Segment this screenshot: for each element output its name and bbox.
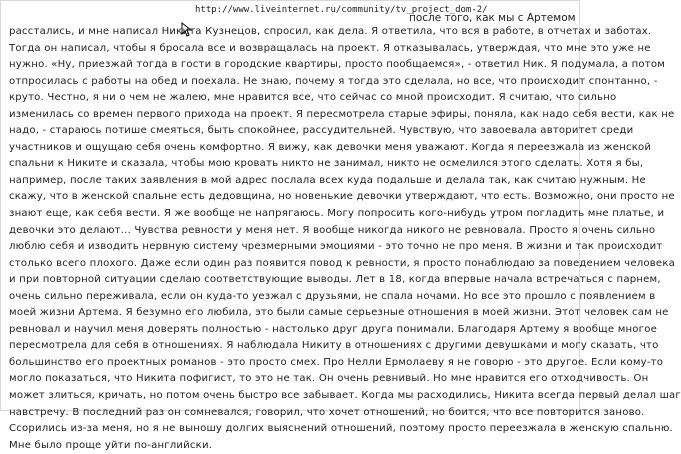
article-line: нужно. «Ну, приезжай тогда в гости в городские квартиры, просто пообщаемся», - ответил Ник. Я подумала, а потом [9, 59, 666, 71]
source-url[interactable]: http://www.liveinternet.ru/community/tv_project_dom-2/ [195, 5, 488, 15]
article-line: моей жизни Артема. Я безумно его любила, это были самые серьезные отношения в моей жизни. Этот человек сам не [9, 307, 669, 319]
article-line: очень сильно переживала, если он куда-то уезжал с друзьями, не спала ночами. Но все это прошло с появлением в [9, 290, 656, 302]
article-line: расстались, и мне написал Никита Кузнецов, спросил, как дела. Я ответила, что вся в работе, в отчетах и заботах. [9, 26, 652, 37]
article-line: круто. Честно, я ни о чем не жалею, мне нравится все, что сейчас со мной происходит. Я считаю, что сильно [9, 92, 617, 104]
article-line: и при повторной ситуации сделаю соответствующие выводы. Лет в 18, когда впервые начала встречаться с парнем, [9, 274, 661, 286]
article-text [9, 24, 681, 454]
article-line: отпросилась с работы на обед и поехала. Не знаю, почему я тогда это сделала, но все, что происходит спонтанно, - [9, 75, 658, 87]
article-line: пересмотрела для себя в отношениях. Я наблюдала Никиту в отношениях с другими девушками и могу сказать, что [9, 340, 659, 352]
article-line: спальни к Никите и сказала, чтобы мою кровать никто не занимал, никто не осмелился этого сделать. Хотя я бы, [9, 158, 644, 170]
article-line: участников и ощущаю себя очень комфортно. Я вижу, как девочки меня уважают. Когда я переезжала из женской [9, 141, 652, 153]
article-line: Ссорились из-за меня, но я не выношу долгих выяснений отношений, поэтому просто переезжала в женскую спальню. [9, 423, 673, 435]
article-line: могло показаться, что Никита пофигист, то это не так. Он очень ревнивый. Но мне нравится его отходчивость. Он [9, 373, 649, 385]
article-line: большинство его проектных романов - это просто смех. Про Нелли Ермолаеву я не говорю - это другое. Если кому-то [9, 356, 664, 368]
article-line: Мне было проще уйти по-английски. [9, 439, 213, 451]
article-line: девочки это делают... Чувства ревности у меня нет. Я вообще никогда никого не ревновала. Просто я очень сильно [9, 224, 656, 236]
article-line: Тогда он написал, чтобы я бросала все и возвращалась на проект. Я отказывалась, утверждая, что мне это уже не [9, 42, 651, 54]
article-line: может злиться, кричать, но потом очень быстро все забывает. Когда мы расходились, Никита всегда первый делал шаг [9, 390, 681, 402]
article-line: навстречу. В последний раз он сомневался, говорил, что хочет отношений, но боится, что все повторится заново. [9, 406, 645, 418]
article-line: люблю себя и изводить нервную систему чрезмерными эмоциями - это точно не про меня. В жизни и так происходит [9, 241, 663, 253]
article-line: изменилась со времен первого прихода на проект. Я пересмотрела старые эфиры, поняла, как надо себя вести, как не [9, 108, 675, 120]
first-line-tail: после того, как мы с Артемом [409, 12, 576, 24]
article-line: ревновал и научил меня доверять полностью - настолько друг друга понимали. Благодаря Артему я вообще многое [9, 323, 657, 335]
article-line: столько всего плохого. Даже если один раз появится повод к ревности, я просто понаблюдаю за поведением человека [9, 257, 676, 269]
article-line: знают еще, как себя вести. Я же вообще не напрягаюсь. Могу попросить кого-нибудь утром погладить мне платье, и [9, 208, 665, 220]
article-line: например, после таких заявления в мой адрес послала всех куда подальше и делала так, как считаю нужным. Не [9, 174, 646, 186]
article-line: надо, - стараюсь потише смеяться, быть спокойнее, рассудительней. Чувствую, что завоевала авторитет среди [9, 125, 634, 137]
article-line: скажу, что в женской спальне есть дедовщина, но новенькие девочки утверждают, что есть. Возможно, они просто не [9, 191, 675, 203]
